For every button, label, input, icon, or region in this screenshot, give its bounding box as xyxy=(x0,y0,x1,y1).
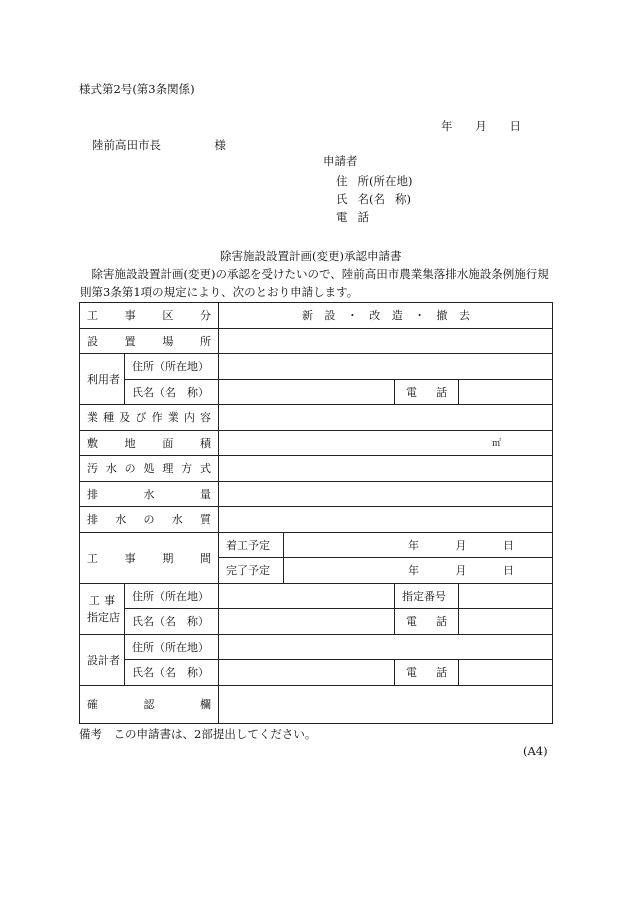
row-contractor-address xyxy=(80,583,553,609)
row-business xyxy=(80,405,553,431)
designer-phone-label: 電 話 xyxy=(395,660,459,686)
business-field[interactable] xyxy=(219,405,553,431)
designer-address-field[interactable] xyxy=(219,634,553,660)
user-phone-field[interactable] xyxy=(459,379,553,405)
location-label: 設 置 場 所 xyxy=(80,328,219,354)
row-confirmation xyxy=(80,685,553,723)
treatment-field[interactable] xyxy=(219,456,553,482)
row-area xyxy=(80,430,553,456)
designer-label: 設計者 xyxy=(80,634,125,685)
addressee xyxy=(92,140,226,152)
user-name-label: 氏名（名 称） xyxy=(125,379,219,405)
contractor-phone-field[interactable] xyxy=(459,609,553,635)
contractor-designation-label: 指定番号 xyxy=(395,583,459,609)
row-location xyxy=(80,328,553,354)
applicant-address-label: 住 所(所在地) xyxy=(336,174,413,188)
row-user-name xyxy=(80,379,553,405)
year-label: 年 xyxy=(441,119,453,133)
user-phone-label: 電 話 xyxy=(395,379,459,405)
addressee-honorific: 様 xyxy=(214,138,226,152)
area-field[interactable] xyxy=(219,430,553,456)
contractor-address-label: 住所（所在地） xyxy=(125,583,219,609)
application-table xyxy=(79,302,553,724)
designer-phone-field[interactable] xyxy=(459,660,553,686)
designer-name-label: 氏名（名 称） xyxy=(125,660,219,686)
row-treatment xyxy=(80,456,553,482)
contractor-name-label: 氏名（名 称） xyxy=(125,609,219,635)
application-statement: 除害施設設置計画(変更)の承認を受けたいので、陸前高田市農業集落排水施設条例施行規則第3条第1項の規定により、次のとおり申請します。 xyxy=(80,267,549,299)
row-discharge-volume xyxy=(80,481,553,507)
form-number: 様式第2号(第3条関係) xyxy=(79,82,195,96)
row-period-start xyxy=(80,532,553,558)
user-name-field[interactable] xyxy=(219,379,395,405)
square-meter-unit: ㎡ xyxy=(491,439,501,450)
row-contractor-name xyxy=(80,609,553,635)
row-discharge-quality xyxy=(80,507,553,533)
work-type-label: 工 事 区 分 xyxy=(80,303,219,329)
row-designer-address xyxy=(80,634,553,660)
discharge-quality-label: 排 水 の 水 質 xyxy=(80,507,219,533)
confirmation-field[interactable] xyxy=(219,685,553,723)
applicant-phone-label: 電 話 xyxy=(336,210,369,224)
location-value-field[interactable] xyxy=(219,328,553,354)
document-title: 除害施設設置計画(変更)承認申請書 xyxy=(220,249,402,263)
row-designer-name xyxy=(80,660,553,686)
user-label: 利用者 xyxy=(80,354,125,405)
row-user-address xyxy=(80,354,553,380)
designer-name-field[interactable] xyxy=(219,660,395,686)
month-label: 月 xyxy=(475,119,487,133)
discharge-volume-label: 排 水 量 xyxy=(80,481,219,507)
contractor-phone-label: 電 話 xyxy=(395,609,459,635)
date-line xyxy=(441,121,521,133)
work-type-options[interactable]: 新 設 ・ 改 造 ・ 撤 去 xyxy=(219,303,553,329)
treatment-label: 汚 水 の 処 理 方 式 xyxy=(80,456,219,482)
discharge-quality-field[interactable] xyxy=(219,507,553,533)
user-address-field[interactable] xyxy=(219,354,553,380)
contractor-address-field[interactable] xyxy=(219,583,395,609)
row-work-type xyxy=(80,303,553,329)
confirmation-label: 確 認 欄 xyxy=(80,685,219,723)
business-label: 業 種 及 び 作 業 内 容 xyxy=(80,405,219,431)
user-address-label: 住所（所在地） xyxy=(125,354,219,380)
discharge-volume-field[interactable] xyxy=(219,481,553,507)
contractor-designation-field[interactable] xyxy=(459,583,553,609)
applicant-heading: 申請者 xyxy=(323,154,358,168)
remarks-note: 備考 この申請書は、2部提出してください。 xyxy=(79,727,317,741)
period-label: 工 事 期 間 xyxy=(80,532,219,583)
designer-address-label: 住所（所在地） xyxy=(125,634,219,660)
applicant-name-label: 氏 名(名 称) xyxy=(336,192,411,206)
paper-size-label: (A4) xyxy=(523,744,548,758)
period-end-date-field[interactable]: 年 月 日 xyxy=(284,558,553,584)
area-label: 敷 地 面 積 xyxy=(80,430,219,456)
contractor-label: 工 事 指定店 xyxy=(80,583,125,634)
contractor-name-field[interactable] xyxy=(219,609,395,635)
period-start-label: 着工予定 xyxy=(219,532,284,558)
day-label: 日 xyxy=(509,119,521,133)
addressee-name: 陸前高田市長 xyxy=(92,138,161,152)
period-end-label: 完了予定 xyxy=(219,558,284,584)
period-start-date-field[interactable]: 年 月 日 xyxy=(284,532,553,558)
